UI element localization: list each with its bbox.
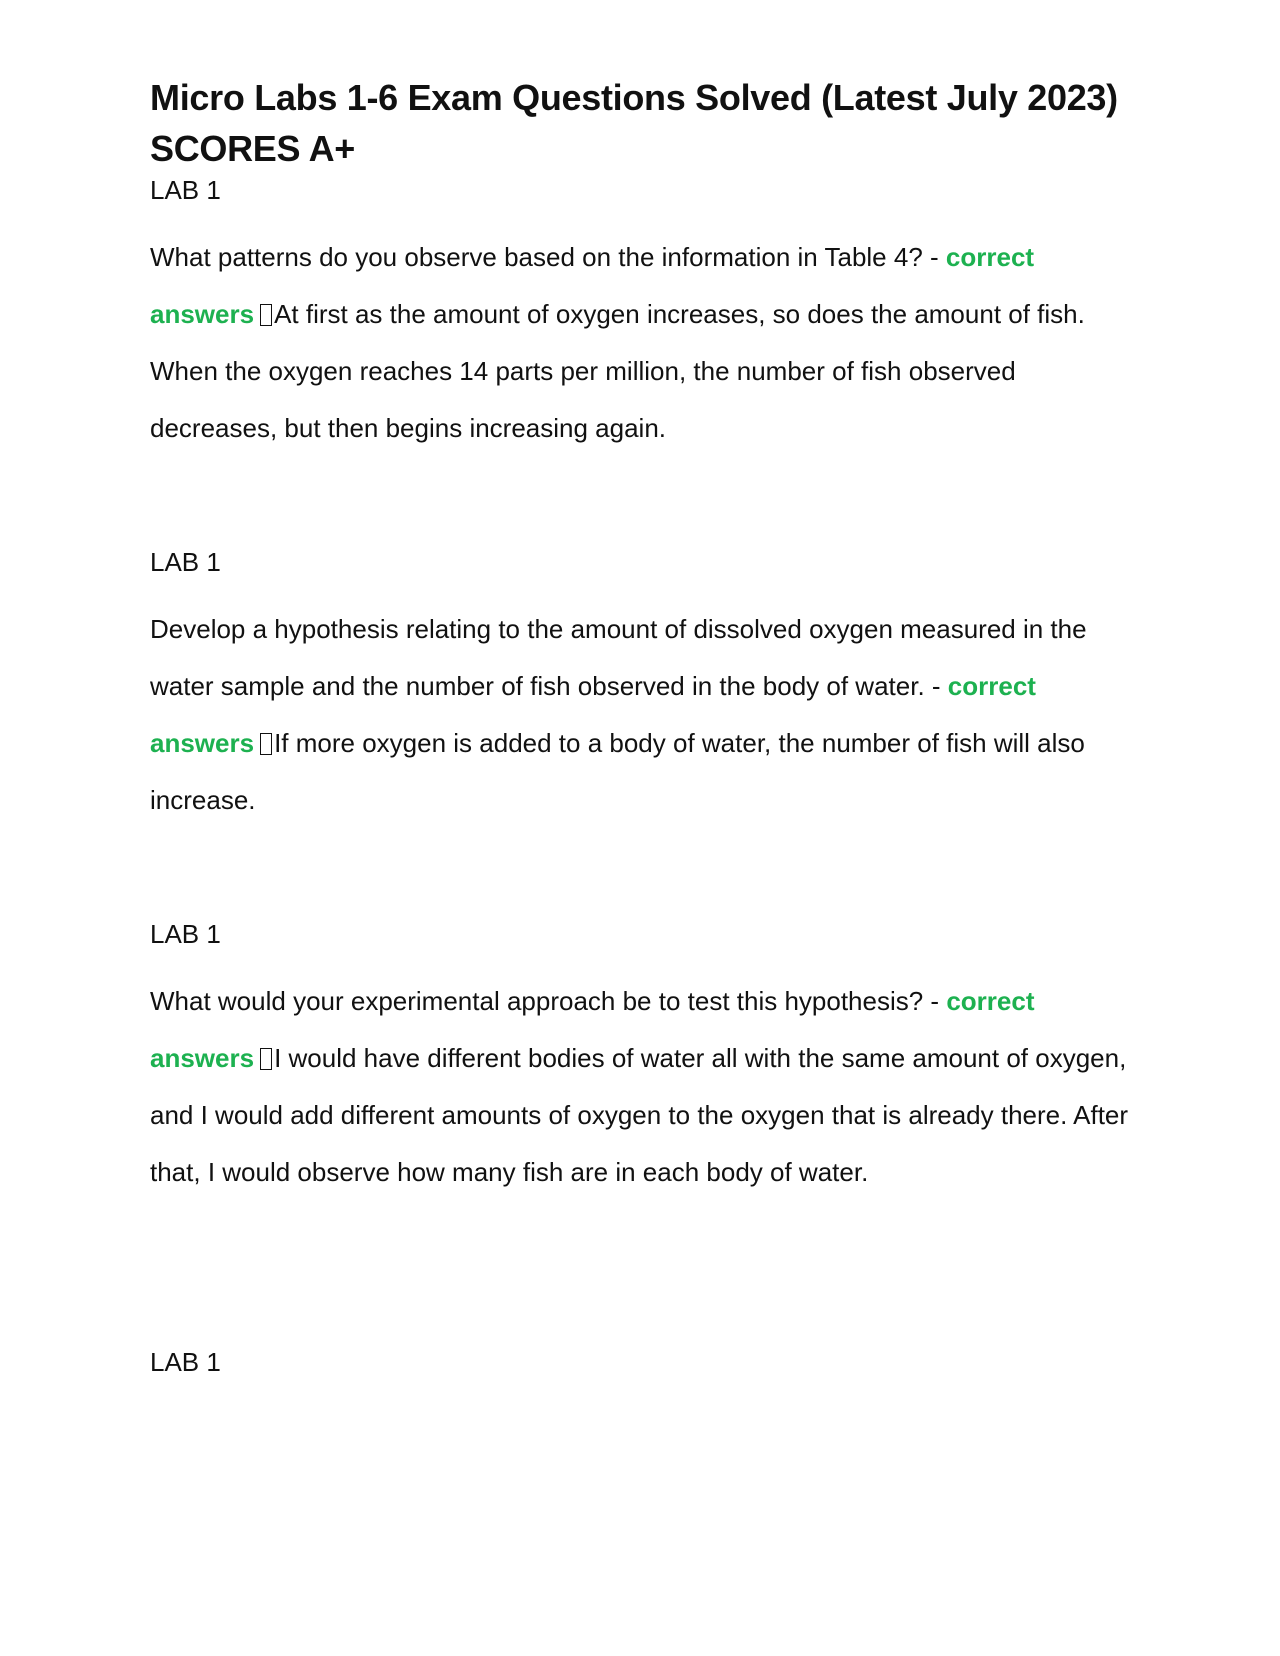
document-title: Micro Labs 1-6 Exam Questions Solved (Latest July 2023) SCORES A+ — [150, 77, 1118, 169]
answer-text: If more oxygen is added to a body of water, the number of fish will also increase. — [150, 728, 1085, 815]
qa-3 — [150, 973, 1130, 1201]
checkbox-glyph-icon — [260, 733, 272, 755]
lab-label: LAB 1 — [150, 547, 221, 577]
checkbox-glyph-icon — [260, 304, 272, 326]
document-page — [150, 72, 1130, 1377]
correct-answers-tag: correct answers — [150, 986, 1035, 1073]
checkbox-glyph-icon — [260, 1048, 272, 1070]
section-3 — [150, 914, 1130, 954]
qa-2 — [150, 601, 1130, 829]
question-text: Develop a hypothesis relating to the amount of dissolved oxygen measured in the water sample and the number of fish observed in the body of water. - — [150, 614, 1087, 701]
lab-label: LAB 1 — [150, 175, 221, 205]
answer-text: I would have different bodies of water all with the same amount of oxygen, and I would add different amounts of oxygen to the oxygen that is already there. After that, I would observe how many fish are in each body of water. — [150, 1043, 1129, 1187]
lab-label: LAB 1 — [150, 919, 221, 949]
section-4 — [150, 1342, 1130, 1382]
section-2 — [150, 542, 1130, 582]
question-answer-paragraph — [150, 229, 1130, 457]
section-1 — [150, 170, 1130, 210]
lab-label: LAB 1 — [150, 1347, 221, 1377]
question-answer-paragraph — [150, 601, 1130, 829]
question-answer-paragraph — [150, 973, 1130, 1201]
question-text: What patterns do you observe based on the information in Table 4? - — [150, 242, 939, 272]
correct-answers-tag: correct answers — [150, 242, 1035, 329]
question-text: What would your experimental approach be to test this hypothesis? - — [150, 986, 940, 1016]
qa-1 — [150, 229, 1130, 457]
correct-answers-tag: correct answers — [150, 671, 1036, 758]
answer-text: At first as the amount of oxygen increases, so does the amount of fish. When the oxygen reaches 14 parts per million, the number of fish observed decreases, but then begins increasing again. — [150, 299, 1085, 443]
